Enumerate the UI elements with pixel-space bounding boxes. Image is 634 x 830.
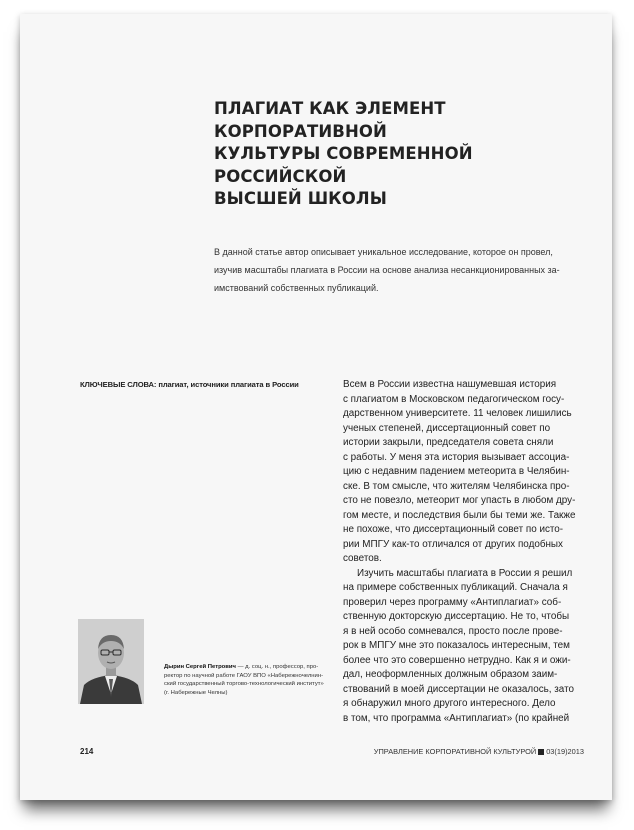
- article-title: [214, 98, 594, 211]
- body-line: не похоже, что диссертационный совет по исто-: [343, 524, 564, 535]
- body-line: гом месте, и последствия были бы теми же. Также: [343, 509, 576, 521]
- author-name: Дырин Сергей Петрович: [164, 664, 236, 670]
- journal-page: [20, 14, 612, 800]
- body-line: цию с недавним падением метеорита в Челябин-: [343, 466, 570, 477]
- body-line: истории закрыли, председателя совета сняли: [343, 437, 554, 448]
- article-title-line: ВЫСШЕЙ ШКОЛЫ: [214, 189, 387, 208]
- author-bio-line: (г. Набережные Челны): [164, 689, 228, 696]
- author-bio-line: ский государственный торгово-технологический институт»: [164, 681, 324, 688]
- body-line: дал, неоформленных должным образом заим-: [343, 669, 558, 680]
- body-line: я обнаружил много другого интересного. Дело: [343, 698, 556, 709]
- body-line: я в ней особо сомневался, просто после прове-: [343, 625, 563, 637]
- journal-footer: [374, 747, 584, 756]
- author-bio-line: ректор по научной работе ГАОУ ВПО «Набережночелнин-: [164, 672, 324, 679]
- journal-name: УПРАВЛЕНИЕ КОРПОРАТИВНОЙ КУЛЬТУРОЙ: [373, 747, 537, 756]
- body-line: ске. В том смысле, что жителям Челябинска про-: [343, 480, 570, 492]
- square-separator-icon: [538, 749, 544, 755]
- body-line: рок в МПГУ мне это показалось интересным, тем: [343, 640, 570, 651]
- page-number: 214: [80, 747, 94, 756]
- body-line: дарственном университете. 11 человек лишились: [343, 408, 572, 419]
- author-photo: [78, 619, 144, 704]
- body-line: проверил через программу «Антиплагиат» соб-: [343, 596, 562, 608]
- keywords: КЛЮЧЕВЫЕ СЛОВА: плагиат, источники плагиата в России: [80, 380, 299, 389]
- article-title-line: ПЛАГИАТ КАК ЭЛЕМЕНТ КОРПОРАТИВНОЙ: [214, 99, 446, 141]
- body-line: на примере собственных публикаций. Сначала я: [343, 582, 568, 593]
- body-line: ствований в моей диссертации не оказалось, зато: [343, 683, 574, 695]
- author-bio: [164, 663, 332, 697]
- author-bio-line: — д. соц. н., профессор, про-: [235, 664, 319, 670]
- body-line: в том, что программа «Антиплагиат» (по крайней: [343, 712, 570, 724]
- body-line: с работы. У меня эта история вызывает ассоциа-: [343, 451, 570, 463]
- body-line: ственную докторскую диссертацию. Не то, чтобы: [343, 611, 570, 622]
- article-title-line: КУЛЬТУРЫ СОВРЕМЕННОЙ РОССИЙСКОЙ: [214, 144, 473, 186]
- article-abstract: [214, 243, 604, 297]
- abstract-line: В данной статье автор описывает уникальное исследование, которое он провел,: [214, 247, 553, 257]
- body-line: более что это совершенно нетрудно. Как я и ожи-: [343, 654, 571, 666]
- journal-issue: 03(19)2013: [546, 747, 584, 756]
- body-line: ученых степеней, диссертационный совет по: [343, 422, 551, 434]
- body-line: Изучить масштабы плагиата в России я решил: [357, 567, 573, 579]
- author-portrait-icon: [78, 619, 144, 704]
- body-line: с плагиатом в Московском педагогическом госу-: [343, 393, 565, 405]
- article-body: [343, 378, 595, 726]
- body-line: Всем в России известна нашумевшая история: [343, 379, 557, 390]
- abstract-line: имствований собственных публикаций.: [214, 283, 379, 293]
- body-line: рии МПГУ как-то отличался от других подобных: [343, 538, 563, 550]
- abstract-line: изучив масштабы плагиата в России на основе анализа несанкционированных за-: [214, 265, 560, 275]
- body-line: советов.: [343, 553, 382, 564]
- body-line: сто не повезло, метеорит мог упасть в любом дру-: [343, 495, 576, 506]
